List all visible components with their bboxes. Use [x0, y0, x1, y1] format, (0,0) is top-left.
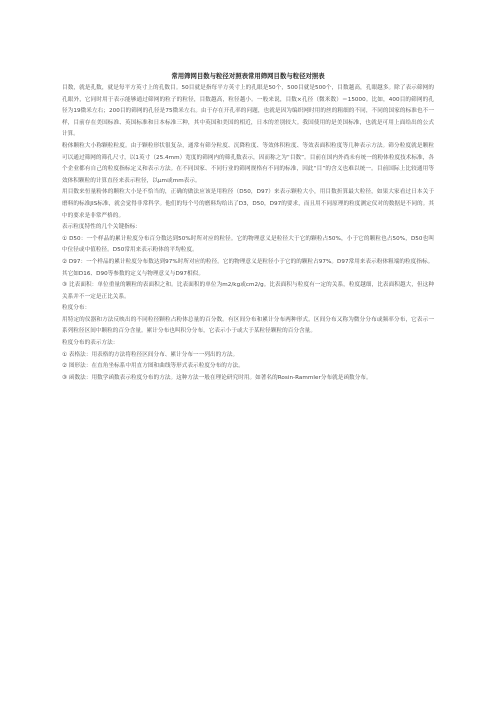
- paragraph-table-method: ① 表格法：用表格的方法将粒径区间分布、累计分布一一列出的方法。: [62, 351, 239, 358]
- paragraph-mesh-definition: 目数，就是孔数，就是每平方英寸上的孔数目。50目就是指每平方英寸上的孔眼是50个，500目就是500个，目数越高，孔眼越多。除了表示筛网的孔眼外，它同时用于表示能够通过筛网的粒子的粒径，目数越高，粒径越小。一般来说，目数×孔径（微米数）＝15000。比如，400目的筛网的孔径为19微米左右；200目的筛网的孔径是75微米左右。由于存在开孔率的问题，也就是因为编织网时用的丝的粗细的不同，不同的国家的标准也不一样，目前存在美国标准、英国标准和日本标准三种，其中英国和美国的相近，日本的差别较大。我国使用的是美国标准，也就是可用上面给出的公式计算。: [62, 85, 434, 138]
- document-body: [62, 83, 434, 384]
- paragraph-function-method: ③ 函数法：用数学函数表示粒度分布的方法。这种方法一般在理论研究时用。如著名的Rosin-Rammler分布就是函数分布。: [62, 374, 372, 381]
- paragraph-distribution-heading: 粒度分布：: [62, 305, 91, 312]
- paragraph-d50-d97-usage: 用目数来恒量粉体的颗粒大小是不恰当的，正确的做法应该是用粒径（D50，D97）来表示颗粒大小，用目数折算最大粒径，如果大家看过日本关于磨料的标准JIS标准，就会觉得非常科学。他们的每个号的磨料均给出了D3，D50，D97的要求，而且用不同原理的粒度测定仪对的数据是不同的。其中的要求是非常严格的。: [62, 189, 434, 219]
- paragraph-methods-heading: 粒度分布的表示方法：: [62, 340, 119, 347]
- paragraph-graph-method: ② 图形法：在直角坐标系中用直方图和曲线等形式表示粒度分布的方法。: [62, 363, 244, 370]
- paragraph-d50: ① D50：一个样品的累计粒度分布百分数达到50%时所对应的粒径。它的物理意义是粒径大于它的颗粒占50%，小于它的颗粒也占50%，D50也叫中位径或中值粒径。D50常用来表示粉体的平均粒度。: [62, 235, 434, 254]
- paragraph-specific-surface: ③ 比表面积：单位重量的颗粒的表面积之和。比表面积的单位为m2/kg或cm2/g。比表面积与粒度有一定的关系，粒度越细，比表面积越大，但这种关系并不一定是正比关系。: [62, 282, 434, 300]
- paragraph-other-params: 其它如D16、D90等参数的定义与物理意义与D97相似。: [62, 270, 204, 277]
- document-title: 常用筛网目数与粒径对照表常用筛网目数与粒径对照表: [171, 72, 325, 80]
- document-page: [62, 70, 434, 384]
- paragraph-key-indicators-heading: 表示粒度特性的几个关键指标：: [62, 224, 142, 231]
- paragraph-distribution-definition: 用特定的仪器和方法反映出的不同粒径颗粒占粉体总量的百分数。有区间分布和累计分布两种形式。区间分布又称为微分分布或频率分布，它表示一系列粒径区间中颗粒的百分含量。累计分布也叫积分分布，它表示小于或大于某粒径颗粒的百分含量。: [62, 316, 434, 335]
- paragraph-d97: ② D97：一个样品的累计粒度分布数达到97%时所对应的粒径。它的物理意义是粒径小于它的的颗粒占97%。D97常用来表示粉体粗端的粒度指标。: [62, 258, 434, 265]
- paragraph-particle-size: 粉体颗粒大小称颗粒粒度。由于颗粒形状很复杂，通常有筛分粒度、沉降粒度、等效体积粒度、等效表面积粒度等几种表示方法。筛分粒度就是颗粒可以通过筛网的筛孔尺寸，以1英寸（25.4mm）宽度的筛网内的筛孔数表示，因而称之为“目数”。目前在国内外尚未有统一的粉体粒度技术标准，各个企业都有自己的粒度指标定义和表示方法。在不同国家、不同行业的筛网规格有不同的标准，因此“目”的含义也难以统一。目前国际上比较通用等效体积颗粒的计算直径来表示粒径，以μm或mm表示。: [62, 142, 434, 184]
